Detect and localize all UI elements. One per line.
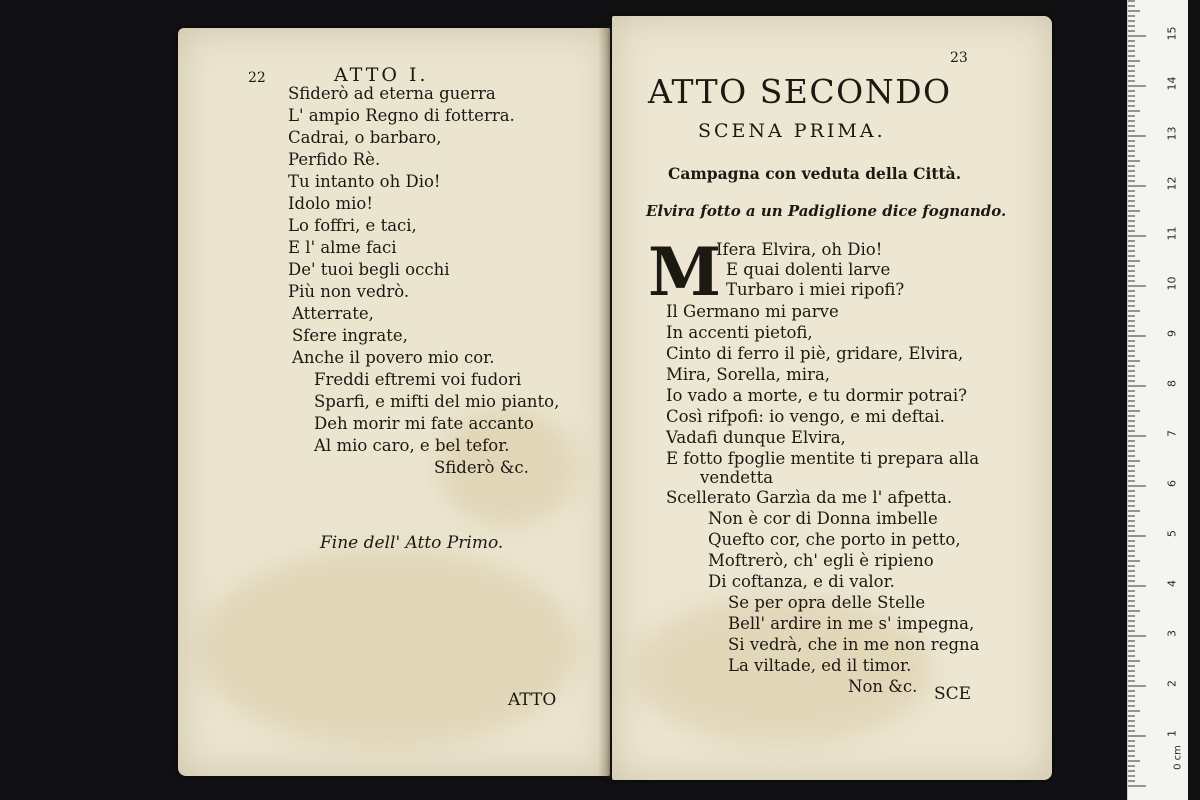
verse-line: Scellerato Garzìa da me l' afpetta. [666,488,953,507]
verse-line: Anche il povero mio cor. [292,348,495,367]
running-head: ATTO I. [334,64,429,86]
verse-line: Il Germano mi parve [666,302,839,321]
right-page [612,16,1052,780]
paper-stain [198,548,578,748]
ruler-number: 6 [1165,480,1179,487]
ruler-ticks [1128,0,1188,800]
page-number: 23 [950,50,968,66]
catchword: SCE [934,684,972,704]
verse-line: L' ampio Regno di fotterra. [288,106,515,125]
verse-line: Lo foffri, e taci, [288,216,417,235]
verse-line: Non &c. [848,677,918,696]
verse-line: Se per opra delle Stelle [728,593,926,612]
verse-line: Quefto cor, che porto in petto, [708,530,961,549]
verse-line: Sfere ingrate, [292,326,408,345]
stage-direction: Elvira fotto a un Padiglione dice fognando. [646,202,1007,220]
measuring-ruler [1127,0,1188,800]
scene-title: SCENA PRIMA. [698,120,886,142]
ruler-number: 15 [1165,26,1179,41]
verse-line: vendetta [700,468,774,487]
page-number: 22 [248,70,266,86]
verse-line: Sparfi, e mifti del mio pianto, [314,392,560,411]
verse-line: Sfiderò &c. [434,458,529,477]
verse-line: Di coftanza, e di valor. [708,572,895,591]
ruler-number: 8 [1165,380,1179,387]
ruler-number: 11 [1165,226,1179,241]
act-closing: Fine dell' Atto Primo. [320,533,504,553]
verse-line: Mira, Sorella, mira, [666,365,831,384]
ruler-number: 10 [1165,276,1179,291]
verse-line: Deh morir mi fate accanto [314,414,534,433]
verse-line: E l' alme faci [288,238,397,257]
verse-line: Cinto di ferro il piè, gridare, Elvira, [666,344,964,363]
verse-line: Perfido Rè. [288,150,381,169]
ruler-number: 9 [1165,330,1179,337]
act-title: ATTO SECONDO [648,72,952,111]
ruler-number: 14 [1165,76,1179,91]
verse-line: Vadafi dunque Elvira, [666,428,846,447]
ruler-number: 13 [1165,126,1179,141]
verse-line: Bell' ardire in me s' impegna, [728,614,975,633]
verse-line: La viltade, ed il timor. [728,656,912,675]
ruler-number: 4 [1165,580,1179,587]
verse-line: Non è cor di Donna imbelle [708,509,938,528]
verse-line: E quai dolenti larve [726,260,891,279]
ruler-number: 7 [1165,430,1179,437]
verse-line: Più non vedrò. [288,282,410,301]
ruler-number: 1 [1165,730,1179,737]
verse-line: Idolo mio! [288,194,373,213]
verse-line: De' tuoi begli occhi [288,260,450,279]
verse-line: Così rifpofi: io vengo, e mi deftai. [666,407,945,426]
verse-line: In accenti pietofi, [666,323,813,342]
ruler-number: 5 [1165,530,1179,537]
verse-line: Tu intanto oh Dio! [288,172,441,191]
ruler-unit-label: 0 cm [1172,745,1184,770]
scene-setting: Campagna con veduta della Città. [668,164,962,183]
verse-line: Al mio caro, e bel tefor. [314,436,510,455]
ruler-number: 2 [1165,680,1179,687]
verse-line: Si vedrà, che in me non regna [728,635,980,654]
verse-line: Atterrate, [292,304,374,323]
verse-line: Io vado a morte, e tu dormir potrai? [666,386,967,405]
verse-line: E fotto fpoglie mentite ti prepara alla [666,449,980,468]
verse-line: Sfiderò ad eterna guerra [288,84,496,103]
verse-line: Freddi eftremi voi fudori [314,370,522,389]
verse-line: Cadrai, o barbaro, [288,128,442,147]
left-page [178,28,610,776]
verse-line: Turbaro i miei ripofi? [726,280,905,299]
verse-line: Moftrerò, ch' egli è ripieno [708,551,934,570]
verse-line: Ifera Elvira, oh Dio! [716,240,883,259]
ruler-number: 3 [1165,630,1179,637]
catchword: ATTO [508,690,557,710]
drop-cap: M [648,233,722,311]
ruler-number: 12 [1165,176,1179,191]
